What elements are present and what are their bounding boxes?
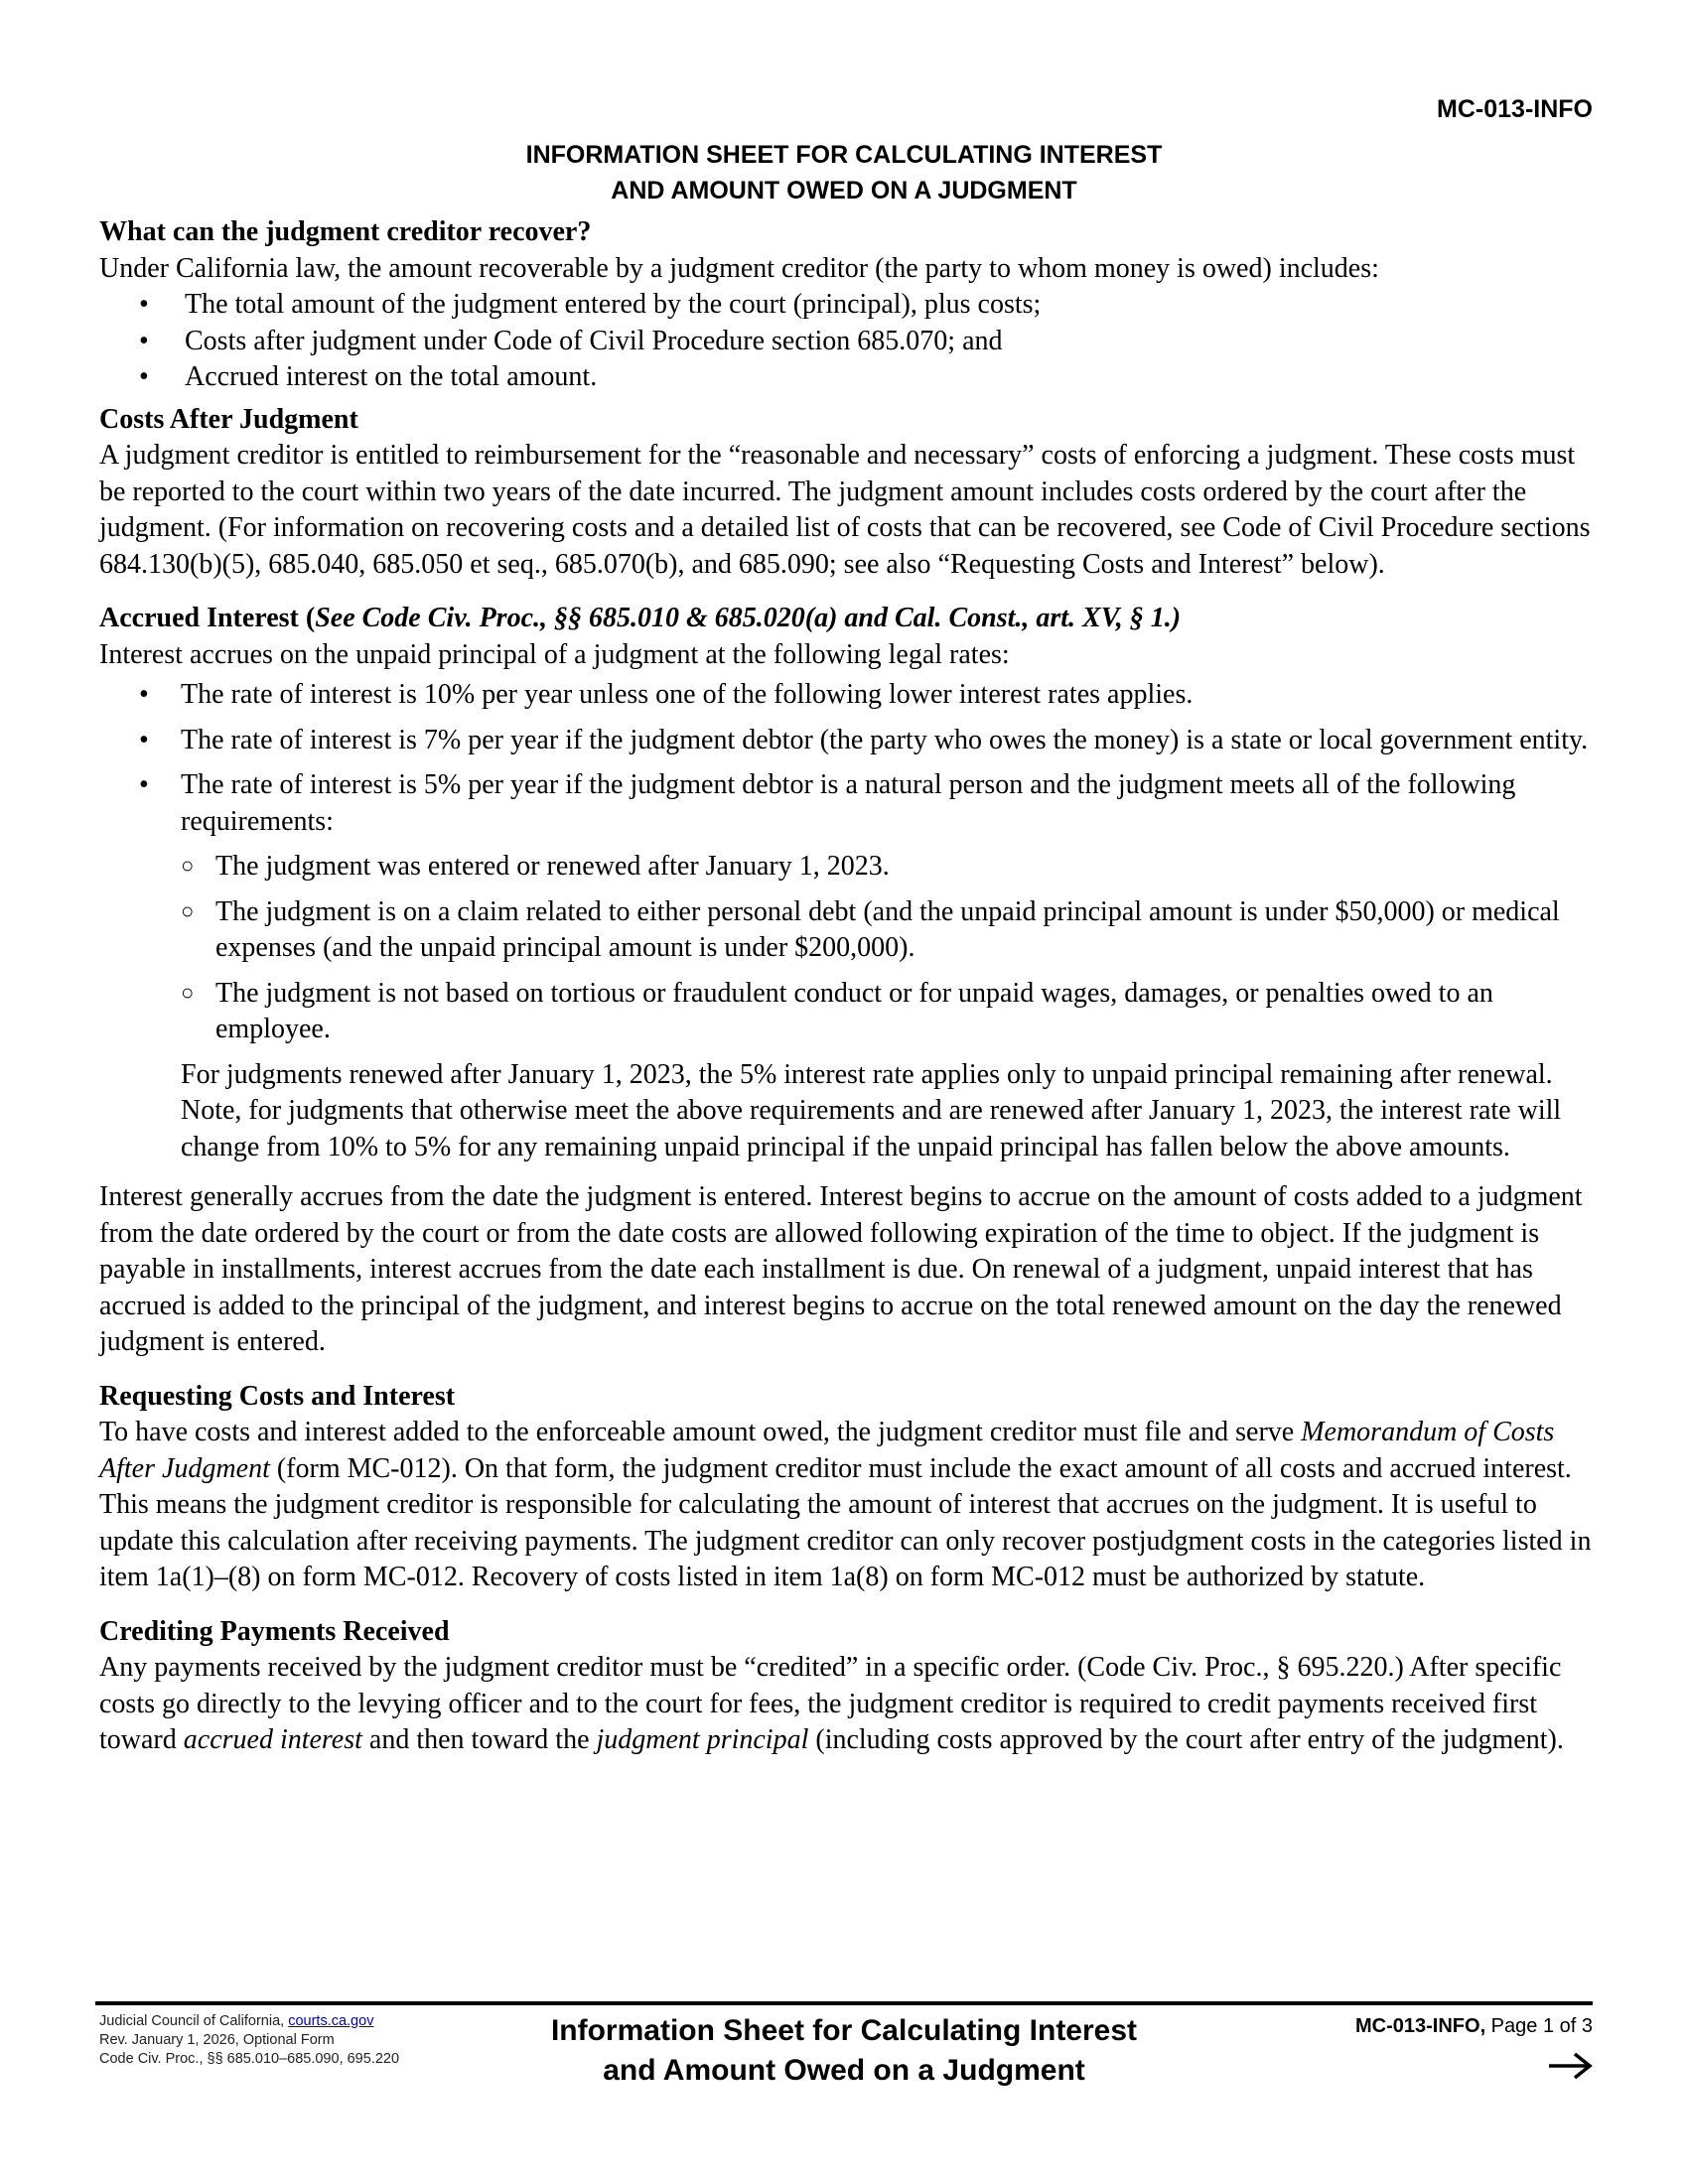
form-id: MC-013-INFO (1437, 95, 1593, 123)
requirements-list (99, 849, 1594, 1048)
interest-intro: Interest accrues on the unpaid principal of a judgment at the following legal rates: (99, 638, 1010, 670)
footer-title: Information Sheet for Calculating Interest and Amount Owed on a Judgment (550, 2014, 1138, 2087)
heading-crediting: Crediting Payments Received (99, 1615, 450, 1647)
circle-bullet-icon: ○ (181, 979, 195, 1005)
bullet-icon: • (139, 679, 149, 710)
crediting-body: Any payments received by the judgment creditor must be “credited” in a specific order. (Code Civ. Proc., § 695.220.) After specific costs go directly to the levying officer and to the court for fees, the judgment creditor is required to credit payments received first toward accrued interest and then toward the judgment principal (including costs approved by the court after entry of the judgment). (99, 1652, 1564, 1755)
bullet-icon: • (139, 769, 149, 800)
heading-requesting: Requesting Costs and Interest (99, 1380, 456, 1412)
code-reference: Code Civ. Proc., §§ 685.010–685.090, 695.220 (99, 2051, 400, 2067)
interest-rate-list (99, 677, 1594, 840)
bullet-icon: • (139, 289, 149, 320)
page-title (0, 137, 1688, 208)
renewal-note: For judgments renewed after January 1, 2023, the 5% interest rate applies only to unpaid principal remaining after renewal. Note, for judgments that otherwise meet the above requirements and are renewed after January 1, 2023, the interest rate will change from 10% to 5% for any remaining unpaid principal if the unpaid principal has fallen below the above amounts. (181, 1058, 1562, 1162)
costs-body: A judgment creditor is entitled to reimbursement for the “reasonable and necessary” costs of enforcing a judgment. These costs must be reported to the court within two years of the date incurred. The judgment amount includes costs ordered by the court after the judgment. (For information on recovering costs and a detailed list of costs that can be recovered, see Code of Civil Procedure sections 684.130(b)(5), 685.040, 685.050 et seq., 685.070(b), and 685.090; see also “Requesting Costs and Interest” below). (99, 440, 1591, 580)
footer-divider (95, 2001, 1593, 2005)
bullet-icon: • (139, 724, 149, 755)
requesting-body: To have costs and interest added to the enforceable amount owed, the judgment creditor must file and serve Memorandum of Costs After Judgment (form MC-012). On that form, the judgment creditor must include the exact amount of all costs and accrued interest. This means the judgment creditor is responsible for calculating the amount of interest that accrues on the judgment. It is useful to update this calculation after receiving payments. The judgment creditor can only recover postjudgment costs in the categories listed in item 1a(1)–(8) on form MC-012. Recovery of costs listed in item 1a(8) on form MC-012 must be authorized by statute. (99, 1417, 1592, 1592)
list-item: • The rate of interest is 10% per year unless one of the following lower interest rates applies. (99, 677, 1594, 714)
circle-bullet-icon: ○ (181, 897, 195, 923)
courts-link[interactable]: courts.ca.gov (288, 2013, 374, 2029)
list-item: • The rate of interest is 5% per year if the judgment debtor is a natural person and the judgment meets all of the following requirements: (139, 769, 1516, 837)
list-item: ○ The judgment is on a claim related to either personal debt (and the unpaid principal amount is under $50,000) or medical expenses (and the unpaid principal amount is under $200,000). (181, 894, 1594, 967)
list-item: • Costs after judgment under Code of Civil Procedure section 685.070; and (99, 324, 1594, 360)
title-line-2: AND AMOUNT OWED ON A JUDGMENT (611, 177, 1077, 205)
list-item: ○ The judgment was entered or renewed after January 1, 2023. (181, 849, 1594, 886)
bullet-icon: • (139, 361, 149, 392)
recover-list (99, 287, 1594, 396)
heading-recover: What can the judgment creditor recover? (99, 216, 592, 247)
form-name-memorandum: Memorandum of Costs After Judgment (99, 1417, 1555, 1484)
heading-costs: Costs After Judgment (99, 403, 358, 435)
list-item: • Accrued interest on the total amount. (99, 359, 1594, 396)
list-item: ○ The judgment is not based on tortious or fraudulent conduct or for unpaid wages, damages, or penalties owed to an employee. (181, 976, 1594, 1048)
title-line-1: INFORMATION SHEET FOR CALCULATING INTEREST (525, 141, 1163, 169)
heading-interest: Accrued Interest (See Code Civ. Proc., §§ 685.010 & 685.020(a) and Cal. Const., art. XV, § 1.) (99, 603, 1182, 633)
bullet-icon: • (139, 325, 149, 356)
list-item: • The rate of interest is 7% per year if the judgment debtor (the party who owes the money) is a state or local government entity. (99, 723, 1594, 759)
list-item: • The total amount of the judgment entered by the court (principal), plus costs; (99, 287, 1594, 324)
revision-date: Rev. January 1, 2026, Optional Form (99, 2032, 335, 2048)
accrual-paragraph: Interest generally accrues from the date the judgment is entered. Interest begins to accrue on the amount of costs added to a judgment from the date ordered by the court or from the date costs are allowed following expiration of the time to object. If the judgment is payable in installments, interest accrues from the date each installment is due. On renewal of a judgment, unpaid interest that has accrued is added to the principal of the judgment, and interest begins to accrue on the total renewed amount on the day the renewed judgment is entered. (99, 1181, 1583, 1357)
page-indicator: MC-013-INFO, Page 1 of 3 (1355, 2015, 1593, 2037)
circle-bullet-icon: ○ (181, 853, 195, 878)
footer-metadata: Judicial Council of California, courts.ca.gov Rev. January 1, 2026, Optional Form Code Civ. Proc., §§ 685.010–685.090, 695.220 (99, 2013, 400, 2067)
right-arrow-icon[interactable] (1547, 2051, 1593, 2081)
document-body (99, 214, 1594, 1759)
recover-intro: Under California law, the amount recoverable by a judgment creditor (the party to whom money is owed) includes: (99, 252, 1379, 284)
